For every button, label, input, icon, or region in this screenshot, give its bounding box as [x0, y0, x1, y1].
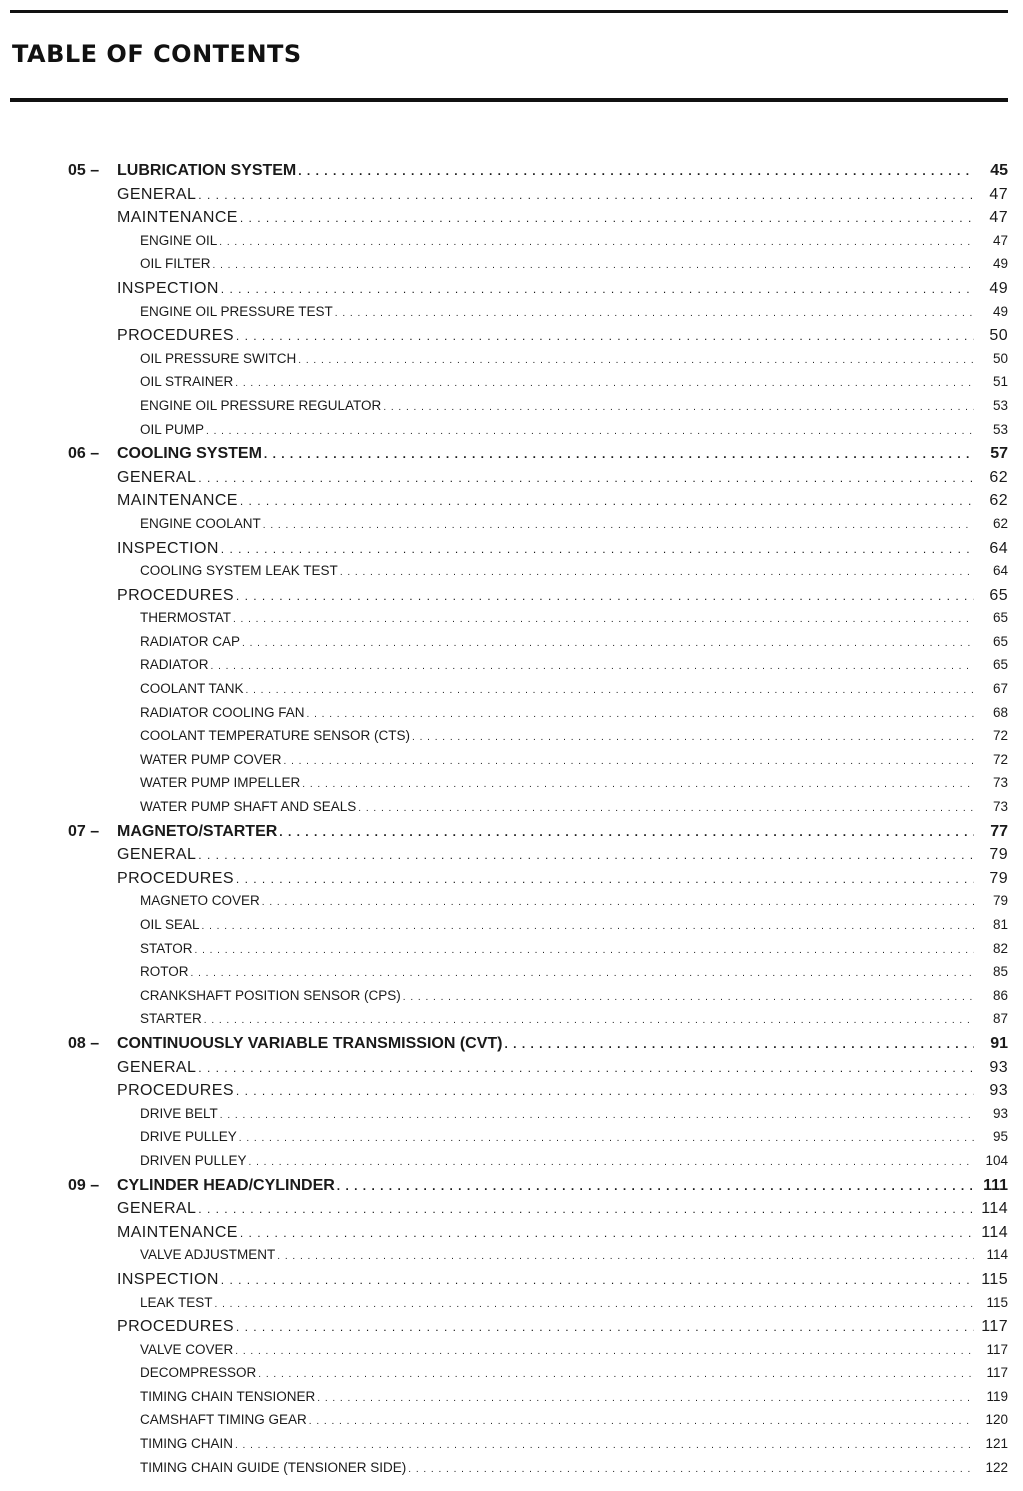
toc-subsection[interactable]: [0, 374, 1023, 398]
page-number: 64: [989, 539, 1008, 557]
toc-entry-title: STATOR: [140, 940, 193, 956]
toc-section[interactable]: [0, 1082, 1023, 1106]
page-number: 53: [992, 421, 1008, 437]
dot-leader: [307, 709, 974, 720]
toc-entry-title: OIL FILTER: [140, 256, 211, 272]
toc-entry-title: THERMOSTAT: [140, 610, 231, 626]
toc-entry-title: LUBRICATION SYSTEM: [117, 162, 297, 179]
toc-subsection[interactable]: [0, 1295, 1023, 1319]
toc-subsection[interactable]: [0, 610, 1023, 634]
dot-leader: [236, 1320, 974, 1334]
toc-entry-title: TIMING CHAIN: [140, 1436, 233, 1452]
page-number: 62: [989, 492, 1008, 510]
header-rule: [10, 98, 1008, 102]
toc-subsection[interactable]: [0, 422, 1023, 446]
toc-entry-title: OIL PUMP: [140, 421, 205, 437]
dot-leader: [213, 260, 974, 271]
toc-subsection[interactable]: [0, 917, 1023, 941]
page-number: 115: [986, 1294, 1008, 1310]
dot-leader: [191, 968, 974, 979]
dot-leader: [358, 803, 974, 814]
toc-entry-title: VALVE COVER: [140, 1341, 234, 1357]
dot-leader: [242, 638, 974, 649]
page-number: 49: [989, 279, 1008, 297]
toc-entry-title: DECOMPRESSOR: [140, 1365, 257, 1381]
page-number: 65: [992, 610, 1008, 626]
toc-entry-title: RADIATOR: [140, 657, 209, 673]
toc-section[interactable]: [0, 1271, 1023, 1295]
toc-entry-title: CAMSHAFT TIMING GEAR: [140, 1412, 307, 1428]
toc-entry-title: INSPECTION: [117, 1270, 219, 1288]
dot-leader: [309, 1416, 974, 1427]
dot-leader: [236, 329, 974, 343]
page-number: 93: [989, 1082, 1008, 1100]
toc-entry-title: COOLING SYSTEM LEAK TEST: [140, 563, 338, 579]
toc-entry-title: ENGINE COOLANT: [140, 515, 261, 531]
toc-entry-title: PROCEDURES: [117, 327, 234, 345]
toc-entry-title: TIMING CHAIN GUIDE (TENSIONER SIDE): [140, 1459, 407, 1475]
page-number: 111: [983, 1176, 1008, 1194]
toc-section[interactable]: [0, 1224, 1023, 1248]
toc-entry-title: RADIATOR COOLING FAN: [140, 704, 305, 720]
dot-leader: [239, 1133, 974, 1144]
toc-entry-title: MAGNETO COVER: [140, 893, 260, 909]
toc-section[interactable]: [0, 186, 1023, 210]
chapter-number: 08 –: [68, 1034, 100, 1052]
page-number: 50: [989, 327, 1008, 345]
dot-leader: [202, 921, 974, 932]
toc-subsection[interactable]: [0, 752, 1023, 776]
dot-leader: [198, 188, 974, 202]
toc-entry-title: GENERAL: [117, 185, 197, 203]
page-number: 114: [981, 1223, 1008, 1241]
toc-subsection[interactable]: [0, 1412, 1023, 1436]
page-number: 47: [989, 185, 1008, 203]
dot-leader: [195, 945, 974, 956]
toc-section[interactable]: [0, 280, 1023, 304]
page-title: TABLE OF CONTENTS: [12, 40, 302, 68]
toc-chapter[interactable]: [0, 823, 1023, 847]
toc-list: [0, 162, 1023, 1483]
page-number: 53: [992, 397, 1008, 413]
toc-subsection[interactable]: [0, 775, 1023, 799]
toc-entry-title: ENGINE OIL: [140, 232, 218, 248]
top-rule: [10, 10, 1008, 13]
page-number: 85: [992, 964, 1008, 980]
toc-entry-title: MAINTENANCE: [117, 492, 238, 510]
toc-subsection[interactable]: [0, 1247, 1023, 1271]
toc-entry-title: ROTOR: [140, 964, 189, 980]
toc-section[interactable]: [0, 1318, 1023, 1342]
page-number: 62: [989, 468, 1008, 486]
chapter-number: 07 –: [68, 822, 100, 840]
dot-leader: [263, 520, 974, 531]
dot-leader: [198, 1061, 974, 1075]
toc-section[interactable]: [0, 1059, 1023, 1083]
page-number: 81: [992, 917, 1008, 932]
page-number: 67: [992, 681, 1008, 697]
page-number: 117: [981, 1318, 1008, 1336]
page-number: 64: [992, 563, 1008, 579]
dot-leader: [262, 897, 974, 908]
toc-subsection[interactable]: [0, 634, 1023, 658]
page-number: 72: [992, 728, 1008, 744]
page-number: 57: [990, 445, 1008, 463]
page-number: 79: [992, 893, 1008, 909]
page-number: 47: [992, 232, 1008, 248]
toc-subsection[interactable]: [0, 1129, 1023, 1153]
toc-subsection[interactable]: [0, 1011, 1023, 1035]
toc-subsection[interactable]: [0, 728, 1023, 752]
dot-leader: [221, 282, 974, 296]
toc-subsection[interactable]: [0, 233, 1023, 257]
dot-leader: [206, 426, 974, 437]
page-number: 73: [992, 775, 1008, 791]
toc-entry-title: PROCEDURES: [117, 586, 234, 604]
page-number: 91: [990, 1034, 1008, 1052]
toc-subsection[interactable]: [0, 941, 1023, 965]
dot-leader: [198, 1202, 974, 1216]
toc-entry-title: INSPECTION: [117, 539, 219, 557]
dot-leader: [220, 1110, 974, 1121]
dot-leader: [246, 685, 974, 696]
page-number: 82: [992, 940, 1008, 956]
dot-leader: [211, 661, 974, 672]
toc-subsection[interactable]: [0, 1106, 1023, 1130]
dot-leader: [277, 1251, 974, 1262]
toc-subsection[interactable]: [0, 657, 1023, 681]
toc-section[interactable]: [0, 870, 1023, 894]
dot-leader: [279, 825, 974, 839]
dot-leader: [317, 1393, 974, 1404]
toc-entry-title: OIL STRAINER: [140, 374, 234, 390]
toc-entry-title: PROCEDURES: [117, 1318, 234, 1336]
page-number: 77: [990, 822, 1008, 840]
toc-entry-title: OIL PRESSURE SWITCH: [140, 350, 297, 366]
toc-entry-title: CONTINUOUSLY VARIABLE TRANSMISSION (CVT): [117, 1034, 503, 1052]
toc-entry-title: WATER PUMP COVER: [140, 751, 282, 767]
page-number: 119: [986, 1388, 1008, 1404]
toc-entry-title: GENERAL: [117, 1200, 197, 1218]
chapter-number: 09 –: [68, 1176, 100, 1194]
dot-leader: [403, 992, 974, 1003]
toc-entry-title: COOLANT TEMPERATURE SENSOR (CTS): [140, 728, 411, 744]
toc-subsection[interactable]: [0, 1460, 1023, 1484]
page-number: 114: [981, 1200, 1008, 1218]
toc-entry-title: GENERAL: [117, 846, 197, 864]
dot-leader: [284, 756, 974, 767]
dot-leader: [408, 1464, 974, 1475]
toc-section[interactable]: [0, 587, 1023, 611]
dot-leader: [340, 567, 974, 578]
dot-leader: [298, 164, 974, 178]
toc-section[interactable]: [0, 846, 1023, 870]
dot-leader: [235, 1440, 974, 1451]
toc-entry-title: GENERAL: [117, 468, 197, 486]
dot-leader: [204, 1015, 974, 1026]
page-number: 49: [992, 256, 1008, 272]
dot-leader: [302, 779, 974, 790]
toc-section[interactable]: [0, 327, 1023, 351]
page-number: 49: [992, 303, 1008, 319]
toc-subsection[interactable]: [0, 304, 1023, 328]
dot-leader: [235, 1346, 974, 1357]
toc-entry-title: CRANKSHAFT POSITION SENSOR (CPS): [140, 987, 401, 1003]
toc-entry-title: DRIVE PULLEY: [140, 1129, 237, 1145]
page-number: 68: [992, 704, 1008, 720]
toc-subsection[interactable]: [0, 1342, 1023, 1366]
dot-leader: [337, 1179, 974, 1193]
toc-subsection[interactable]: [0, 256, 1023, 280]
toc-subsection[interactable]: [0, 398, 1023, 422]
dot-leader: [236, 1084, 974, 1098]
page-number: 65: [992, 633, 1008, 649]
toc-entry-title: MAINTENANCE: [117, 209, 238, 227]
page-number: 93: [989, 1058, 1008, 1076]
dot-leader: [505, 1037, 975, 1051]
dot-leader: [298, 355, 974, 366]
page-number: 117: [986, 1341, 1008, 1357]
toc-chapter[interactable]: [0, 1177, 1023, 1201]
toc-subsection[interactable]: [0, 351, 1023, 375]
dot-leader: [412, 732, 974, 743]
dot-leader: [240, 1226, 974, 1240]
page-number: 50: [992, 350, 1008, 366]
page-number: 65: [989, 586, 1008, 604]
toc-subsection[interactable]: [0, 799, 1023, 823]
toc-chapter[interactable]: [0, 445, 1023, 469]
toc-entry-title: GENERAL: [117, 1058, 197, 1076]
page-number: 120: [985, 1412, 1008, 1428]
page-number: 86: [992, 987, 1008, 1003]
page-number: 73: [992, 799, 1008, 815]
toc-entry-title: CYLINDER HEAD/CYLINDER: [117, 1176, 335, 1194]
chapter-number: 05 –: [68, 162, 100, 179]
toc-entry-title: MAINTENANCE: [117, 1223, 238, 1241]
dot-leader: [383, 402, 974, 413]
toc-entry-title: WATER PUMP SHAFT AND SEALS: [140, 799, 357, 815]
page-number: 95: [992, 1129, 1008, 1145]
toc-entry-title: OIL SEAL: [140, 917, 200, 932]
toc-section[interactable]: [0, 209, 1023, 233]
dot-leader: [235, 378, 974, 389]
dot-leader: [221, 1273, 974, 1287]
toc-entry-title: PROCEDURES: [117, 869, 234, 887]
toc-section[interactable]: [0, 469, 1023, 493]
toc-entry-title: ENGINE OIL PRESSURE REGULATOR: [140, 397, 382, 413]
toc-subsection[interactable]: [0, 563, 1023, 587]
dot-leader: [198, 848, 974, 862]
toc-entry-title: RADIATOR CAP: [140, 633, 241, 649]
toc-entry-title: TIMING CHAIN TENSIONER: [140, 1388, 316, 1404]
dot-leader: [221, 542, 974, 556]
toc-entry-title: COOLANT TANK: [140, 681, 244, 697]
toc-subsection[interactable]: [0, 1365, 1023, 1389]
toc-entry-title: INSPECTION: [117, 279, 219, 297]
page-number: 65: [992, 657, 1008, 673]
dot-leader: [240, 494, 974, 508]
toc-entry-title: PROCEDURES: [117, 1082, 234, 1100]
dot-leader: [249, 1157, 974, 1168]
dot-leader: [198, 471, 974, 485]
page-number: 45: [990, 162, 1008, 179]
chapter-number: 06 –: [68, 445, 100, 463]
toc-subsection[interactable]: [0, 988, 1023, 1012]
toc-subsection[interactable]: [0, 1389, 1023, 1413]
page-number: 47: [989, 209, 1008, 227]
page-number: 104: [985, 1152, 1008, 1168]
dot-leader: [219, 237, 974, 248]
dot-leader: [240, 211, 974, 225]
toc-entry-title: LEAK TEST: [140, 1294, 213, 1310]
dot-leader: [236, 589, 974, 603]
toc-subsection[interactable]: [0, 705, 1023, 729]
dot-leader: [335, 308, 974, 319]
toc-subsection[interactable]: [0, 516, 1023, 540]
page-number: 72: [992, 751, 1008, 767]
toc-entry-title: VALVE ADJUSTMENT: [140, 1247, 276, 1263]
toc-entry-title: DRIVEN PULLEY: [140, 1152, 247, 1168]
toc-entry-title: WATER PUMP IMPELLER: [140, 775, 301, 791]
toc-subsection[interactable]: [0, 964, 1023, 988]
page-number: 114: [986, 1247, 1008, 1263]
page-number: 87: [992, 1011, 1008, 1027]
toc-section[interactable]: [0, 1200, 1023, 1224]
toc-subsection[interactable]: [0, 681, 1023, 705]
page-number: 115: [981, 1270, 1008, 1288]
page-number: 51: [992, 374, 1008, 390]
page-number: 93: [992, 1105, 1008, 1121]
page-number: 79: [989, 846, 1008, 864]
dot-leader: [215, 1299, 974, 1310]
toc-entry-title: MAGNETO/STARTER: [117, 822, 278, 840]
toc-entry-title: DRIVE BELT: [140, 1105, 218, 1121]
toc-subsection[interactable]: [0, 893, 1023, 917]
toc-chapter[interactable]: [0, 162, 1023, 186]
toc-entry-title: STARTER: [140, 1011, 202, 1027]
page-number: 62: [992, 515, 1008, 531]
toc-entry-title: ENGINE OIL PRESSURE TEST: [140, 303, 333, 319]
page-number: 79: [989, 869, 1008, 887]
toc-entry-title: COOLING SYSTEM: [117, 445, 262, 463]
toc-subsection[interactable]: [0, 1153, 1023, 1177]
page-number: 121: [985, 1436, 1008, 1452]
page-number: 117: [986, 1365, 1008, 1381]
toc-chapter[interactable]: [0, 1035, 1023, 1059]
dot-leader: [258, 1369, 974, 1380]
page-number: 122: [985, 1459, 1008, 1475]
dot-leader: [264, 447, 974, 461]
toc-section[interactable]: [0, 492, 1023, 516]
toc-subsection[interactable]: [0, 1436, 1023, 1460]
dot-leader: [233, 614, 974, 625]
toc-section[interactable]: [0, 540, 1023, 564]
dot-leader: [236, 872, 974, 886]
